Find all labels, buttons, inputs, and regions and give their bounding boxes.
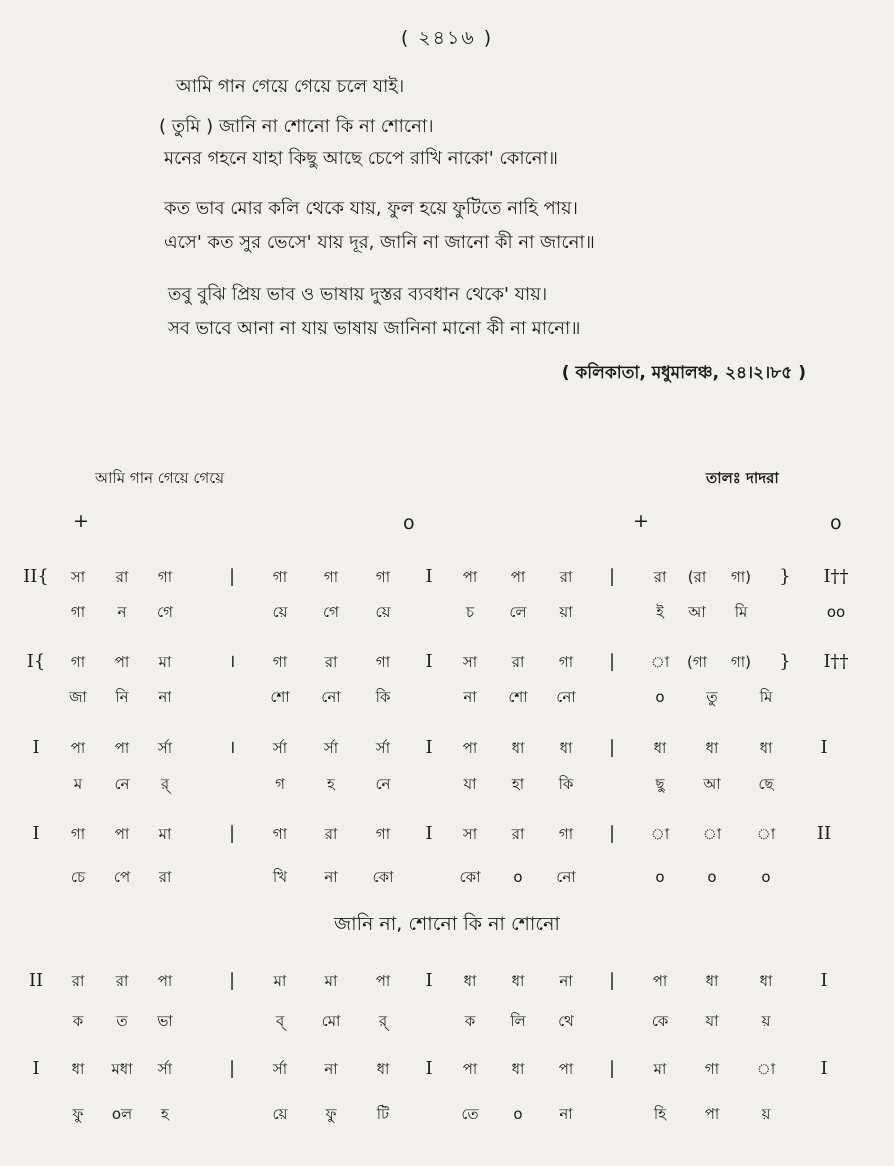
lyric-syllable: ফু xyxy=(325,1105,337,1123)
lyric-syllable: য় xyxy=(761,1012,771,1030)
bar-line: I xyxy=(425,823,433,844)
swara-note: সা xyxy=(70,568,86,586)
lyric-syllable: ভা xyxy=(157,1012,173,1030)
bar-line: I xyxy=(425,566,433,587)
swara-note: পা xyxy=(510,568,526,586)
bar-line: | xyxy=(608,823,616,844)
lyric-syllable: না xyxy=(463,688,477,706)
notation-song-title: আমি গান গেয়ে গেয়ে xyxy=(95,469,225,487)
swara-note: গা xyxy=(558,653,574,671)
swara-note: পা xyxy=(462,1060,478,1078)
lyric-syllable: তে xyxy=(461,1105,479,1123)
swara-note: গা xyxy=(272,653,288,671)
lyric-syllable: শো xyxy=(508,688,528,706)
swara-note: ধা xyxy=(376,1060,390,1078)
swara-note: ধা xyxy=(559,739,573,757)
lyric-syllable: মি xyxy=(734,603,748,621)
beat-mark: + xyxy=(73,510,89,532)
lyric-syllable: জা xyxy=(69,688,87,706)
lyric-syllable: গা xyxy=(70,603,86,621)
swara-note: রা xyxy=(511,653,525,671)
swara-note: পা xyxy=(462,568,478,586)
swara-note: গা xyxy=(157,568,173,586)
lyric-syllable: ক xyxy=(72,1012,84,1030)
lyric-line: মনের গহনে যাহা কিছু আছে চেপে রাখি নাকো' কোনো॥ xyxy=(164,148,558,169)
lyric-syllable: o xyxy=(707,868,717,886)
lyric-syllable: টি xyxy=(376,1105,390,1123)
bar-line: । xyxy=(228,737,236,758)
lyric-syllable: কো xyxy=(372,868,394,886)
bar-line: II xyxy=(28,970,44,991)
lyric-syllable: ম xyxy=(73,775,83,793)
lyric-syllable: লে xyxy=(509,603,527,621)
bar-line: I xyxy=(32,823,40,844)
bar-line: I{ xyxy=(26,651,46,672)
swara-note: মা xyxy=(273,972,287,990)
lyric-line: এসে' কত সুর ভেসে' যায় দূর, জানি না জানো কী না জানো॥ xyxy=(164,232,595,253)
lyric-syllable: হি xyxy=(653,1105,667,1123)
swara-note: ধা xyxy=(705,739,719,757)
bar-line: I xyxy=(425,737,433,758)
swara-note: মা xyxy=(324,972,338,990)
swara-note: ধা xyxy=(463,972,477,990)
lyric-syllable: পা xyxy=(704,1105,720,1123)
bar-line: | xyxy=(228,1058,236,1079)
lyric-syllable: রা xyxy=(158,868,172,886)
lyric-syllable: ফু xyxy=(72,1105,84,1123)
lyric-syllable: যা xyxy=(705,1012,719,1030)
lyric-syllable: কে xyxy=(651,1012,669,1030)
bar-line: | xyxy=(228,823,236,844)
lyric-syllable: o xyxy=(513,1105,523,1123)
lyric-syllable: oo xyxy=(826,603,846,621)
bar-line: | xyxy=(608,970,616,991)
swara-note: গা xyxy=(375,568,391,586)
swara-note: ধা xyxy=(511,972,525,990)
section-heading: জানি না, শোনো কি না শোনো xyxy=(334,913,560,935)
swara-note: া xyxy=(650,825,670,843)
swara-note: গা) xyxy=(730,653,752,671)
swara-note: রা xyxy=(115,568,129,586)
word-row xyxy=(0,770,894,798)
swara-note: (গা xyxy=(686,653,708,671)
lyric-syllable: o xyxy=(655,868,665,886)
swara-note: মা xyxy=(158,825,172,843)
lyric-line: আমি গান গেয়ে গেয়ে চলে যাই। xyxy=(176,76,405,97)
word-row xyxy=(0,1100,894,1128)
lyric-syllable: হ xyxy=(161,1105,169,1123)
swara-note: রা xyxy=(115,972,129,990)
lyric-syllable: হ xyxy=(327,775,335,793)
lyric-syllable: য়ে xyxy=(272,603,288,621)
lyric-syllable: ন xyxy=(117,603,127,621)
lyric-syllable: র্ xyxy=(160,775,170,793)
swara-note: (রা xyxy=(687,568,707,586)
bar-line: | xyxy=(228,566,236,587)
lyric-syllable: o xyxy=(513,868,523,886)
swara-note: গা xyxy=(704,1060,720,1078)
bar-line: । xyxy=(228,651,236,672)
lyric-syllable: গ xyxy=(275,775,285,793)
swara-note: রা xyxy=(559,568,573,586)
lyric-syllable: চ xyxy=(465,603,475,621)
swara-note: গা xyxy=(272,568,288,586)
swara-note: র্সা xyxy=(323,739,339,757)
lyric-syllable: নি xyxy=(115,688,129,706)
swara-note: গা xyxy=(272,825,288,843)
lyric-syllable: মো xyxy=(321,1012,341,1030)
swara-note: রা xyxy=(324,653,338,671)
swara-note: র্সা xyxy=(375,739,391,757)
lyric-syllable: না xyxy=(158,688,172,706)
lyric-syllable: র্ xyxy=(378,1012,388,1030)
swara-row xyxy=(0,820,894,848)
swara-note: রা xyxy=(511,825,525,843)
lyric-syllable: নো xyxy=(321,688,341,706)
bar-line: II{ xyxy=(23,566,49,587)
bar-line: } xyxy=(779,566,791,587)
swara-note: গা xyxy=(558,825,574,843)
bar-line: I xyxy=(32,737,40,758)
swara-row xyxy=(0,1055,894,1083)
swara-row xyxy=(0,648,894,676)
word-row xyxy=(0,863,894,891)
lyric-syllable: ক xyxy=(464,1012,476,1030)
swara-note: র্সা xyxy=(272,739,288,757)
bar-line: } xyxy=(779,651,791,672)
composition-reference: ( কলিকাতা, মধুমালঞ্চ, ২৪।২।৮৫ ) xyxy=(561,363,806,383)
lyric-syllable: নো xyxy=(556,688,576,706)
tala-label: তালঃ দাদরা xyxy=(706,469,779,487)
swara-note: পা xyxy=(157,972,173,990)
page-number: ( ২৪১৬ ) xyxy=(400,27,494,49)
swara-note: না xyxy=(324,1060,338,1078)
swara-row xyxy=(0,563,894,591)
lyric-syllable: কি xyxy=(558,775,574,793)
swara-note: ধা xyxy=(653,739,667,757)
lyric-syllable: লি xyxy=(510,1012,526,1030)
swara-note: গা xyxy=(375,653,391,671)
swara-note: ধা xyxy=(759,739,773,757)
lyric-syllable: না xyxy=(324,868,338,886)
lyric-syllable: ত xyxy=(116,1012,128,1030)
bar-line: I xyxy=(425,651,433,672)
lyric-syllable: মি xyxy=(759,688,773,706)
swara-note: গা xyxy=(323,568,339,586)
swara-note: র্সা xyxy=(157,739,173,757)
bar-line: I xyxy=(820,737,828,758)
swara-note: র্সা xyxy=(272,1060,288,1078)
lyric-syllable: ই xyxy=(656,603,664,621)
word-row xyxy=(0,683,894,711)
lyric-syllable: য়ে xyxy=(375,603,391,621)
swara-note: পা xyxy=(375,972,391,990)
swara-note: গা xyxy=(70,653,86,671)
lyric-syllable: খি xyxy=(272,868,288,886)
swara-note: া xyxy=(650,653,670,671)
swara-note: সা xyxy=(462,653,478,671)
lyric-line: সব ভাবে আনা না যায় ভাষায় জানিনা মানো কী না মানো॥ xyxy=(168,318,581,339)
word-row xyxy=(0,598,894,626)
lyric-syllable: ছু xyxy=(655,775,665,793)
swara-note: মা xyxy=(653,1060,667,1078)
lyric-syllable: o xyxy=(761,868,771,886)
lyric-syllable: নে xyxy=(375,775,391,793)
swara-note: মধা xyxy=(111,1060,133,1078)
lyric-line: কত ভাব মোর কলি থেকে যায়, ফুল হয়ে ফুটিতে নাহি পায়। xyxy=(164,198,578,219)
lyric-syllable: য়ে xyxy=(272,1105,288,1123)
bar-line: I xyxy=(425,970,433,991)
swara-row xyxy=(0,734,894,762)
bar-line: | xyxy=(608,651,616,672)
swara-note: ধা xyxy=(759,972,773,990)
lyric-syllable: আ xyxy=(688,603,706,621)
swara-note: ধা xyxy=(705,972,719,990)
bar-line: I xyxy=(32,1058,40,1079)
swara-note: র্সা xyxy=(157,1060,173,1078)
swara-note: া xyxy=(756,825,776,843)
lyric-syllable: কি xyxy=(375,688,391,706)
lyric-syllable: o xyxy=(655,688,665,706)
swara-note: পা xyxy=(70,739,86,757)
beat-mark: o xyxy=(403,512,415,534)
lyric-syllable: শো xyxy=(270,688,290,706)
swara-note: া xyxy=(702,825,722,843)
lyric-line: তবু বুঝি প্রিয় ভাব ও ভাষায় দুস্তর ব্যবধান থেকে' যায়। xyxy=(168,284,548,305)
lyric-line: ( তুমি ) জানি না শোনো কি না শোনো। xyxy=(159,116,434,137)
swara-note: পা xyxy=(114,653,130,671)
lyric-syllable: তু xyxy=(706,688,718,706)
swara-note: ধা xyxy=(71,1060,85,1078)
bar-line: I xyxy=(820,970,828,991)
swara-note: া xyxy=(756,1060,776,1078)
beat-mark: + xyxy=(633,510,649,532)
swara-note: রা xyxy=(324,825,338,843)
swara-row xyxy=(0,967,894,995)
swara-note: না xyxy=(559,972,573,990)
lyric-syllable: ছে xyxy=(758,775,774,793)
lyric-syllable: কো xyxy=(459,868,481,886)
lyric-syllable: ব্ xyxy=(275,1012,285,1030)
lyric-syllable: নো xyxy=(556,868,576,886)
swara-note: গা xyxy=(70,825,86,843)
bar-line: | xyxy=(608,566,616,587)
bar-line: | xyxy=(608,737,616,758)
beat-mark: o xyxy=(830,512,842,534)
lyric-syllable: আ xyxy=(703,775,721,793)
lyric-syllable: গে xyxy=(323,603,339,621)
lyric-syllable: যা xyxy=(463,775,477,793)
word-row xyxy=(0,1007,894,1035)
lyric-syllable: পে xyxy=(113,868,131,886)
swara-note: পা xyxy=(462,739,478,757)
swara-note: পা xyxy=(114,739,130,757)
bar-line: I†† xyxy=(823,651,849,672)
lyric-syllable: য় xyxy=(761,1105,771,1123)
bar-line: I†† xyxy=(823,566,849,587)
lyric-syllable: গে xyxy=(157,603,173,621)
swara-note: পা xyxy=(114,825,130,843)
swara-note: রা xyxy=(653,568,667,586)
swara-note: গা xyxy=(375,825,391,843)
lyric-syllable: নে xyxy=(114,775,130,793)
swara-note: মা xyxy=(158,653,172,671)
bar-line: II xyxy=(816,823,832,844)
bar-line: | xyxy=(228,970,236,991)
bar-line: I xyxy=(425,1058,433,1079)
swara-note: গা) xyxy=(730,568,752,586)
lyric-syllable: চে xyxy=(70,868,86,886)
lyric-syllable: য়া xyxy=(559,603,573,621)
bar-line: | xyxy=(608,1058,616,1079)
bar-line: I xyxy=(820,1058,828,1079)
swara-note: রা xyxy=(71,972,85,990)
swara-note: ধা xyxy=(511,739,525,757)
lyric-syllable: না xyxy=(559,1105,573,1123)
lyric-syllable: হা xyxy=(511,775,525,793)
lyric-syllable: থে xyxy=(558,1012,574,1030)
swara-note: সা xyxy=(462,825,478,843)
swara-note: পা xyxy=(558,1060,574,1078)
swara-note: পা xyxy=(652,972,668,990)
swara-note: ধা xyxy=(511,1060,525,1078)
lyric-syllable: oল xyxy=(111,1105,133,1123)
